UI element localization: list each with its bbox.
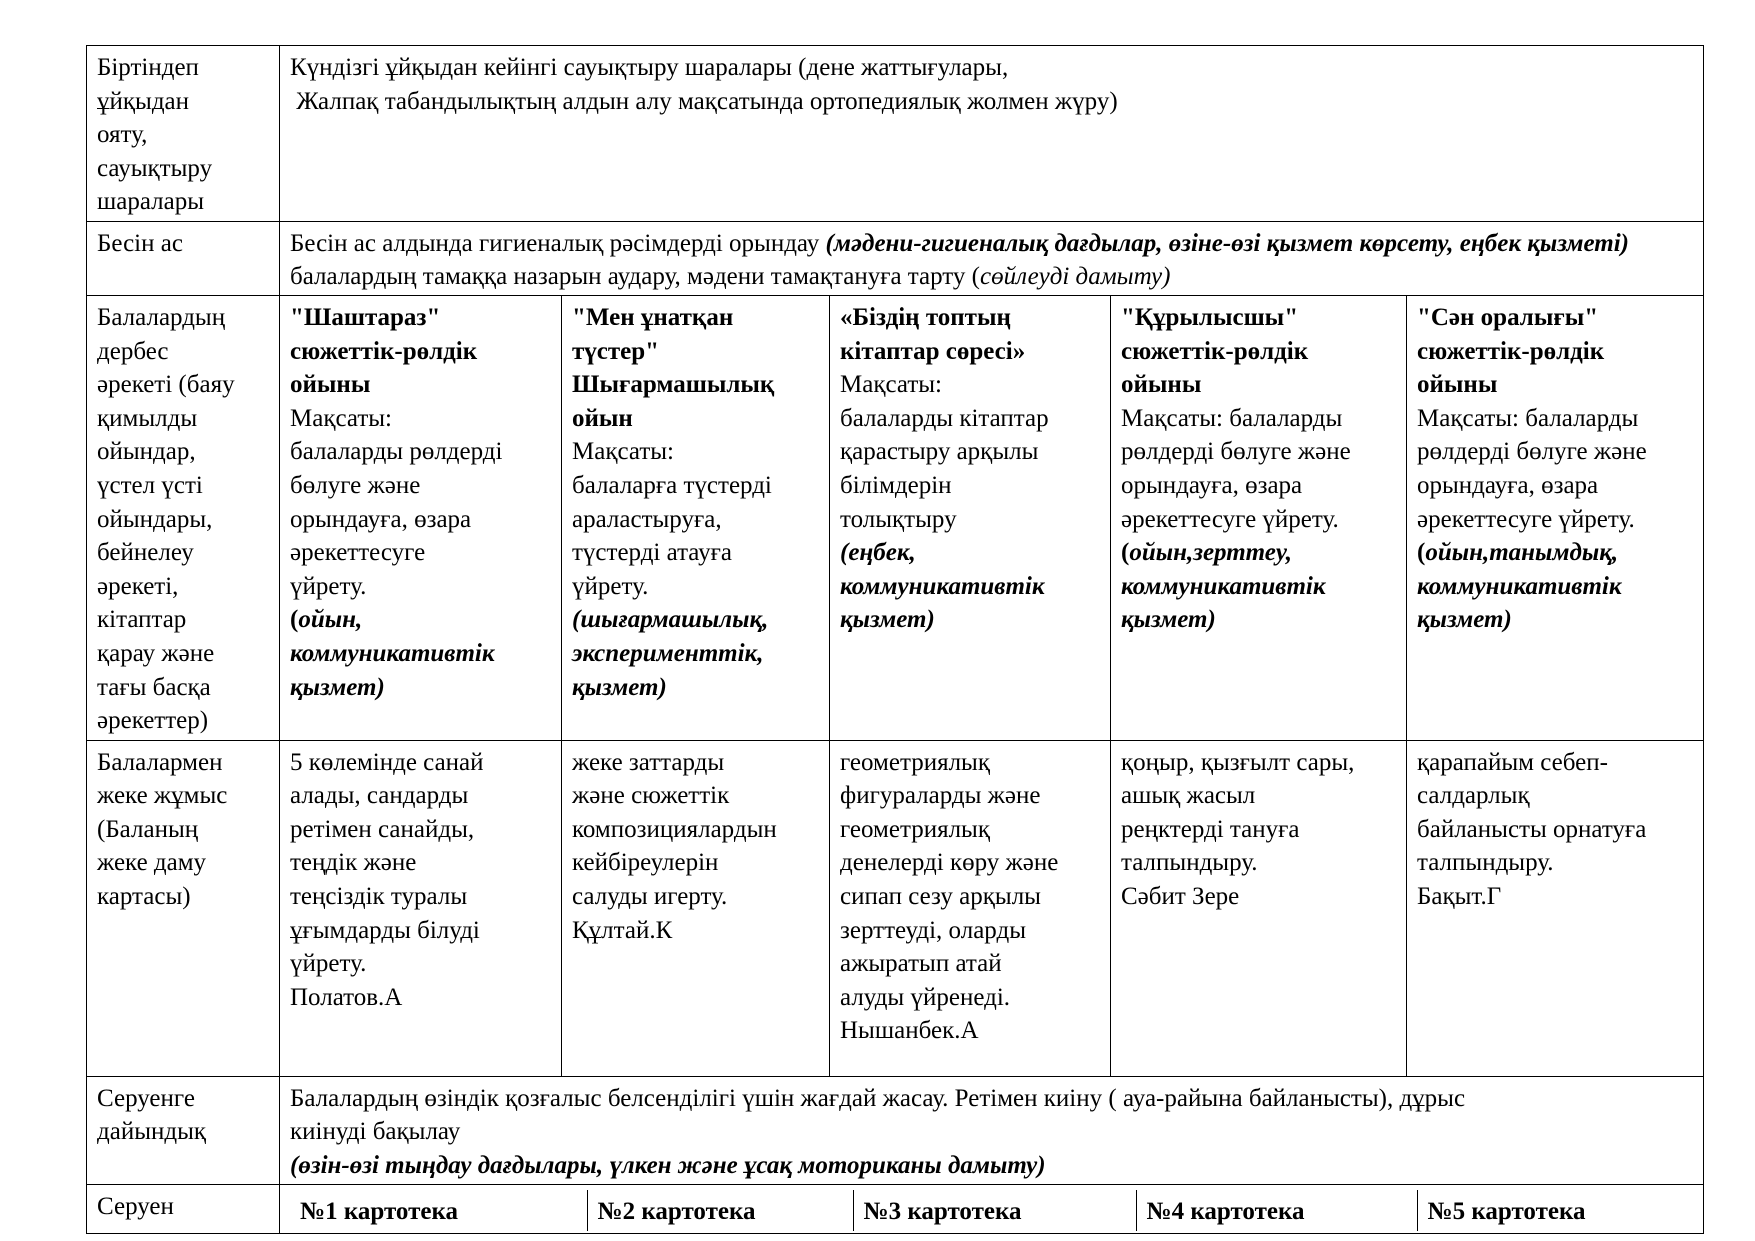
row-label-wake-up: Біртіндеп ұйқыдан ояту, сауықтыру шаралары [87,46,280,222]
activity-cell-5: "Сән оралығы" сюжеттік-рөлдік ойыны Мақсаты: балаларды рөлдерді бөлуге және орындауға, өзара әрекеттесуге үйрету. (ойын,танымдық, коммуникативтік қызмет) [1407,295,1704,740]
walk-card-1: №1 картотека [300,1198,458,1226]
row-label-independent-activity: Балалардың дербес әрекеті (баяу қимылды ойындар, үстел үсті ойындары, бейнелеу әрекеті, кітаптар қарау және тағы басқа әрекеттер) [87,295,280,740]
row-wake-up [87,46,1704,222]
activity-cell-2: "Мен ұнатқан түстер" Шығармашылық ойын Мақсаты: балаларға түстерді араластыруға, түстерді атауға үйрету. (шығармашылық, эксперименттік, қызмет) [562,295,830,740]
plan-page [86,45,1703,1234]
row-label-afternoon-snack: Бесін ас [87,221,280,295]
row-afternoon-snack [87,221,1704,295]
row-label-walk-preparation: Серуенге дайындық [87,1076,280,1185]
walk-preparation-content: Балалардың өзіндік қозғалыс белсенділігі үшін жағдай жасау. Ретімен киіну ( ауа-райына байланысты), дұрыс киінуді бақылау (өзін-өзі тыңдау дағдылары, үлкен және ұсақ моториканы дамыту) [280,1076,1704,1185]
individual-cell-4: қоңыр, қызғылт сары, ашық жасыл реңктерді тануға талпындыру. Сәбит Зере [1111,740,1407,1076]
individual-cell-3: геометриялық фигураларды және геометриялық денелерді көру және сипап сезу арқылы зерттеуді, оларды ажыратып атай алуды үйренеді. Нышанбек.А [830,740,1111,1076]
activity-cell-4: "Құрылысшы" сюжеттік-рөлдік ойыны Мақсаты: балаларды рөлдерді бөлуге және орындауға, өзара әрекеттесуге үйрету. (ойын,зерттеу, коммуникативтік қызмет) [1111,295,1407,740]
walk-card-4: №4 картотека [1136,1190,1417,1231]
walk-card-3: №3 картотека [853,1190,1136,1231]
row-individual-work [87,740,1704,1076]
walk-cards-cell [280,1185,1704,1234]
activity-cell-3: «Біздің топтың кітаптар сөресі» Мақсаты: балаларды кітаптар қарастыру арқылы білімдерін толықтыру (еңбек, коммуникативтік қызмет) [830,295,1111,740]
afternoon-snack-content: Бесін ас алдында гигиеналық рәсімдерді орындау (мәдени-гигиеналық дағдылар, өзіне-өзі қызмет көрсету, еңбек қызметі) балалардың тамаққа назарын аудару, мәдени тамақтануға тарту (сөйлеуді дамыту) [280,221,1704,295]
row-independent-activity [87,295,1704,740]
row-label-walk: Серуен [87,1185,280,1234]
individual-cell-5: қарапайым себеп- салдарлық байланысты орнатуға талпындыру. Бақыт.Г [1407,740,1704,1076]
walk-card-5: №5 картотека [1417,1190,1714,1231]
row-walk-preparation [87,1076,1704,1185]
individual-cell-1: 5 көлемінде санай алады, сандарды ретімен санайды, теңдік және теңсіздік туралы ұғымдарды білуді үйрету. Полатов.А [280,740,562,1076]
row-label-individual-work: Балалармен жеке жұмыс (Баланың жеке даму картасы) [87,740,280,1076]
individual-cell-2: жеке заттарды және сюжеттік композициялардын кейбіреулерін салуды игерту. Құлтай.К [562,740,830,1076]
activity-cell-1: "Шаштараз" сюжеттік-рөлдік ойыны Мақсаты: балаларды рөлдерді бөлуге және орындауға, өзара әрекеттесуге үйрету. (ойын, коммуникативтік қызмет) [280,295,562,740]
walk-cards-table [290,1190,1714,1231]
schedule-table [86,45,1704,1234]
row-walk [87,1185,1704,1234]
wake-up-content: Күндізгі ұйқыдан кейінгі сауықтыру шаралары (дене жаттығулары, Жалпақ табандылықтың алдын алу мақсатында ортопедиялық жолмен жүру) [280,46,1704,222]
walk-card-2: №2 картотека [587,1190,853,1231]
